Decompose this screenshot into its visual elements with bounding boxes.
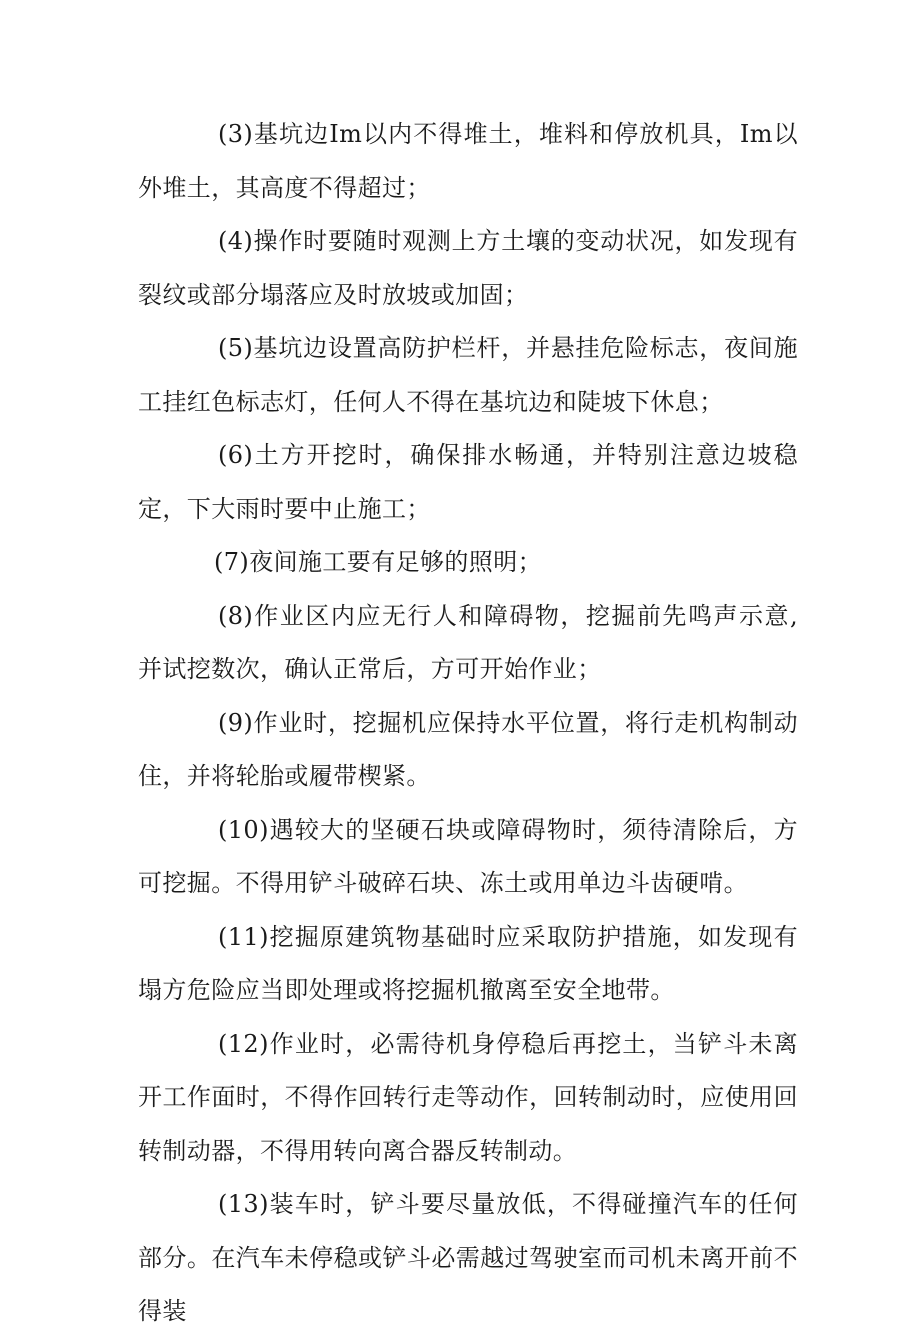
paragraph-4: (4)操作时要随时观测上方土壤的变动状况，如发现有裂纹或部分塌落应及时放坡或加固； xyxy=(138,227,798,309)
paragraph-13: (13)装车时，铲斗要尽量放低，不得碰撞汽车的任何部分。在汽车未停稳或铲斗必需越过驾驶室而司机未离开前不得装 xyxy=(138,1190,798,1325)
paragraph-11: (11)挖掘原建筑物基础时应采取防护措施，如发现有塌方危险应当即处理或将挖掘机撤离至安全地带。 xyxy=(138,922,798,1004)
paragraph-12: (12)作业时，必需待机身停稳后再挖土，当铲斗未离开工作面时，不得作回转行走等动作，回转制动时，应使用回转制动器，不得用转向离合器反转制动。 xyxy=(138,1029,798,1165)
body-text xyxy=(138,108,798,1339)
paragraph-10: (10)遇较大的坚硬石块或障碍物时，须待清除后，方可挖掘。不得用铲斗破碎石块、冻土或用单边斗齿硬啃。 xyxy=(138,815,798,897)
paragraph-7: (7)夜间施工要有足够的照明； xyxy=(214,548,542,576)
paragraph-6: (6)土方开挖时，确保排水畅通，并特别注意边坡稳定，下大雨时要中止施工； xyxy=(138,441,798,523)
paragraph-8: (8)作业区内应无行人和障碍物，挖掘前先鸣声示意,并试挖数次，确认正常后，方可开始作业； xyxy=(138,601,798,683)
paragraph-3: (3)基坑边Im以内不得堆土，堆料和停放机具，Im以外堆土，其高度不得超过； xyxy=(138,120,798,202)
paragraph-9: (9)作业时，挖掘机应保持水平位置，将行走机构制动住，并将轮胎或履带楔紧。 xyxy=(138,708,798,790)
paragraph-5: (5)基坑边设置高防护栏杆，并悬挂危险标志，夜间施工挂红色标志灯，任何人不得在基坑边和陡坡下休息； xyxy=(138,334,798,416)
